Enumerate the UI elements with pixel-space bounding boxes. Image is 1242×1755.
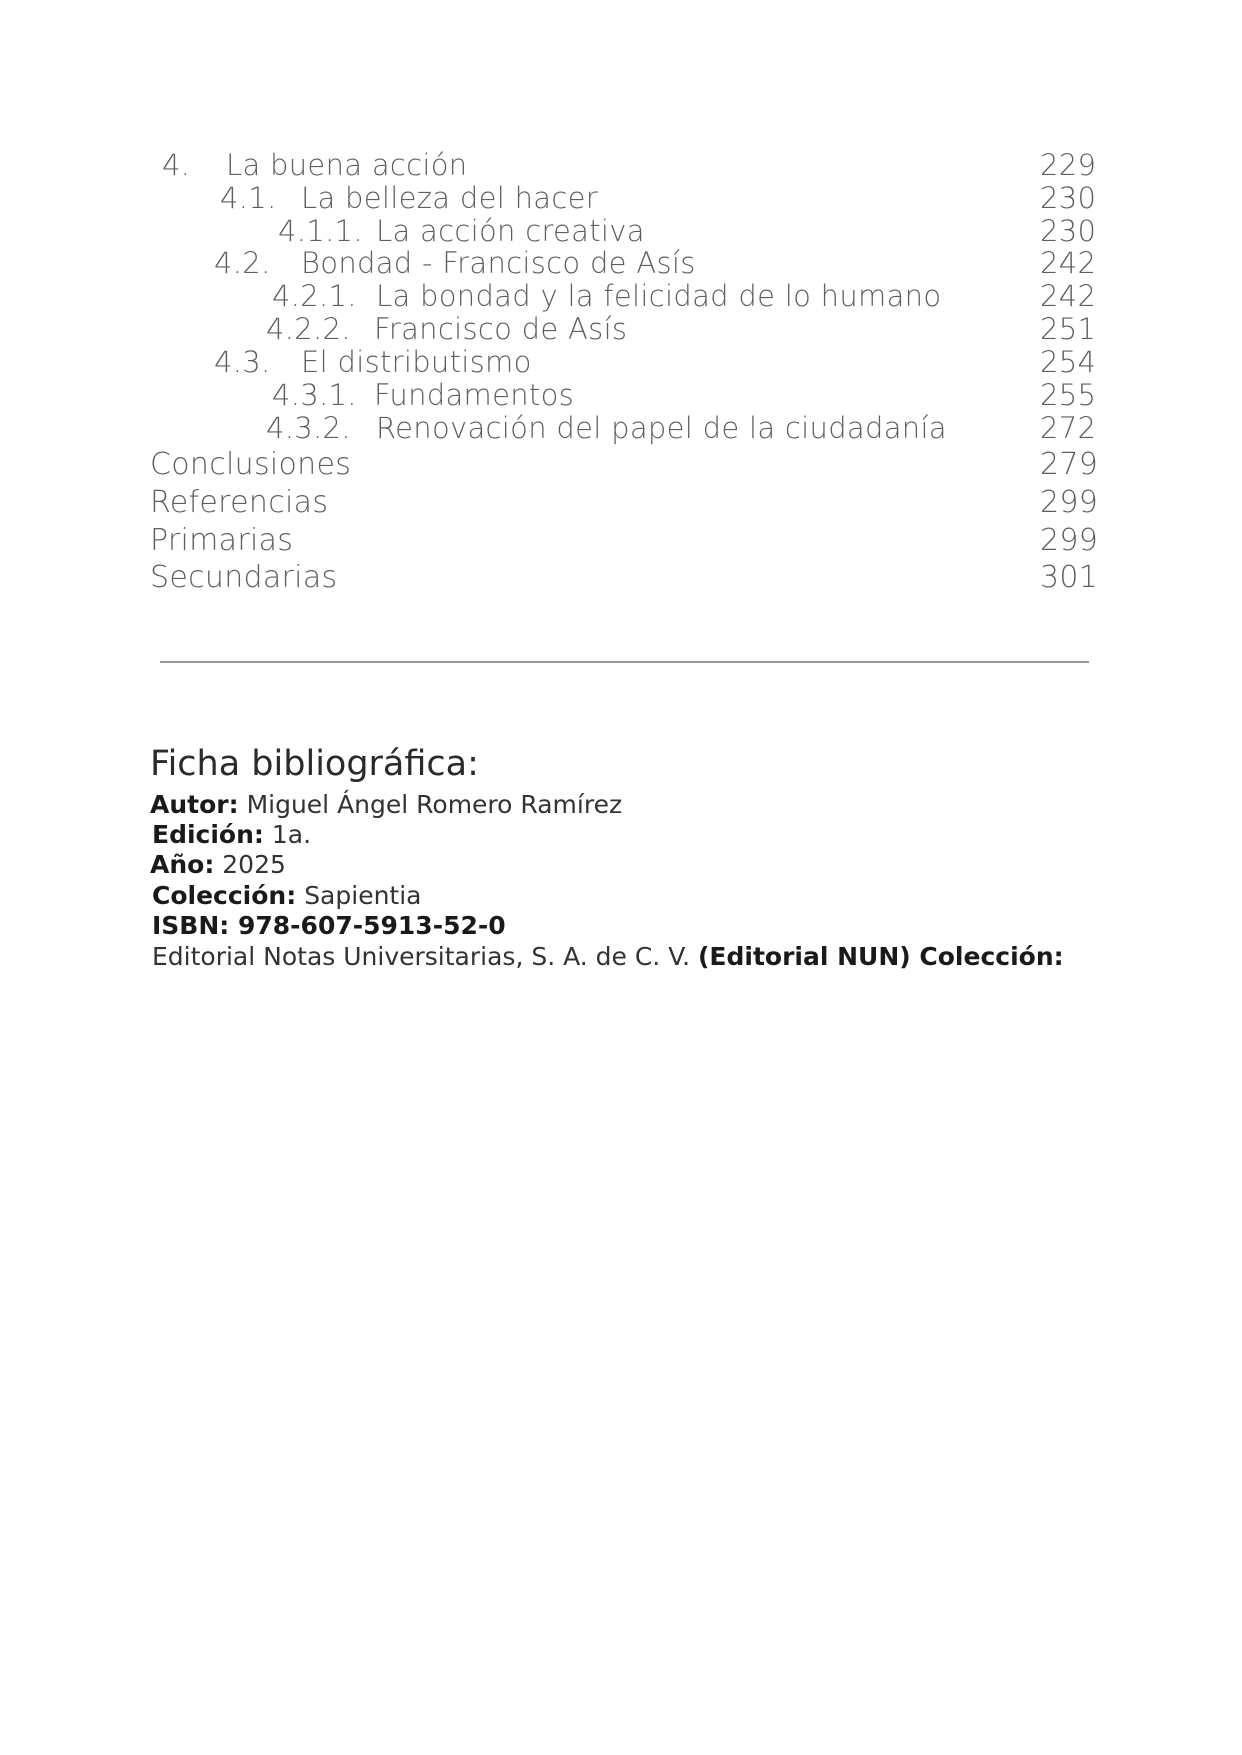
toc-entry-title: Referencias bbox=[150, 485, 329, 520]
toc-entry-number: 4.1. bbox=[220, 181, 277, 215]
toc-entry bbox=[0, 524, 1242, 558]
toc-entry-title: La belleza del hacer bbox=[301, 181, 598, 215]
biblio-year-value: 2025 bbox=[222, 850, 286, 879]
toc-entry-page: 242 bbox=[1040, 246, 1097, 280]
biblio-publisher-name: Editorial Notas Universitarias, S. A. de C. V. bbox=[152, 942, 691, 971]
toc-entry-number: 4.2.1. bbox=[272, 279, 357, 313]
biblio-author bbox=[150, 790, 622, 820]
toc-entry-title: Primarias bbox=[150, 523, 294, 558]
biblio-publisher-bold: (Editorial NUN) Colección: bbox=[697, 942, 1064, 971]
toc-entry-title: Bondad - Francisco de Asís bbox=[301, 246, 696, 280]
toc-entry-title: El distributismo bbox=[301, 345, 532, 379]
toc-entry-page: 229 bbox=[1040, 148, 1097, 182]
biblio-collection bbox=[152, 881, 422, 911]
biblio-edition bbox=[152, 820, 311, 850]
biblio-publisher bbox=[152, 942, 1064, 972]
toc-entry-number: 4.3.1. bbox=[272, 378, 357, 412]
biblio-author-value: Miguel Ángel Romero Ramírez bbox=[246, 790, 623, 819]
toc-entry bbox=[0, 345, 1242, 379]
biblio-edition-value: 1a. bbox=[271, 820, 312, 849]
biblio-heading: Ficha bibliográfica: bbox=[150, 744, 479, 784]
toc-entry-title: Secundarias bbox=[150, 560, 338, 595]
toc-entry bbox=[0, 561, 1242, 595]
biblio-author-label: Autor: bbox=[150, 790, 239, 819]
biblio-year bbox=[150, 850, 286, 880]
toc-entry bbox=[0, 246, 1242, 280]
toc-entry-page: 255 bbox=[1040, 378, 1097, 412]
biblio-year-label: Año: bbox=[150, 850, 215, 879]
biblio-edition-label: Edición: bbox=[152, 820, 264, 849]
toc-entry-page: 299 bbox=[1040, 485, 1099, 520]
toc-entry-title: La acción creativa bbox=[376, 214, 645, 248]
toc-entry-page: 230 bbox=[1040, 181, 1097, 215]
biblio-isbn bbox=[152, 911, 506, 941]
toc-entry-number: 4.3.2. bbox=[266, 411, 351, 445]
toc-entry-page: 242 bbox=[1040, 279, 1097, 313]
toc-entry-title: Conclusiones bbox=[150, 447, 352, 482]
biblio-isbn-value: ISBN: 978-607-5913-52-0 bbox=[152, 911, 506, 940]
toc-entry-number: 4.2.2. bbox=[266, 312, 351, 346]
toc-entry-number: 4.2. bbox=[214, 246, 271, 280]
toc-entry-number: 4.1.1. bbox=[278, 214, 363, 248]
toc-entry bbox=[0, 148, 1242, 182]
toc-entry bbox=[0, 411, 1242, 445]
toc-entry bbox=[0, 214, 1242, 248]
toc-entry-title: Francisco de Asís bbox=[374, 312, 628, 346]
toc-entry bbox=[0, 378, 1242, 412]
toc-entry-page: 299 bbox=[1040, 523, 1099, 558]
toc-entry bbox=[0, 312, 1242, 346]
toc-entry-title: Fundamentos bbox=[374, 378, 575, 412]
toc-entry-title: La buena acción bbox=[226, 148, 468, 182]
biblio-collection-value: Sapientia bbox=[304, 881, 422, 910]
biblio-collection-label: Colección: bbox=[152, 881, 297, 910]
toc-entry bbox=[0, 279, 1242, 313]
section-divider bbox=[160, 661, 1089, 663]
toc-entry-page: 279 bbox=[1040, 447, 1099, 482]
toc-entry-page: 254 bbox=[1040, 345, 1097, 379]
toc-entry-page: 251 bbox=[1040, 312, 1097, 346]
toc-entry bbox=[0, 486, 1242, 520]
toc-entry-page: 272 bbox=[1040, 411, 1097, 445]
toc-entry-number: 4.3. bbox=[214, 345, 271, 379]
toc-entry-number: 4. bbox=[162, 148, 191, 182]
toc-entry-title: La bondad y la felicidad de lo humano bbox=[376, 279, 942, 313]
toc-entry-title: Renovación del papel de la ciudadanía bbox=[376, 411, 947, 445]
toc-entry-page: 301 bbox=[1040, 560, 1099, 595]
toc-entry bbox=[0, 448, 1242, 482]
toc-entry-page: 230 bbox=[1040, 214, 1097, 248]
toc-entry bbox=[0, 181, 1242, 215]
